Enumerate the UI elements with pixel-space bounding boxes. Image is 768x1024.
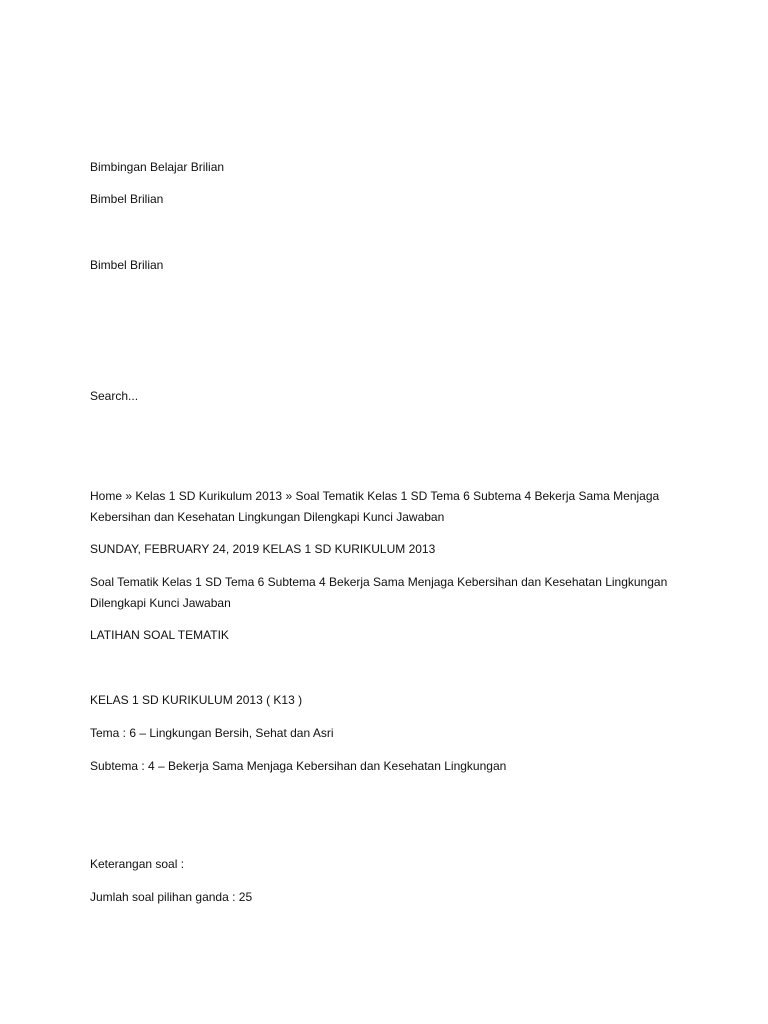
post-tema <box>90 723 690 744</box>
post-jumlah-soal <box>90 887 690 908</box>
post-keterangan-text: Keterangan soal : <box>90 857 185 871</box>
breadcrumb-home-link[interactable]: Home <box>90 489 123 503</box>
post-subtema-text: Subtema : 4 – Bekerja Sama Menjaga Kebersihan dan Kesehatan Lingkungan <box>90 759 507 773</box>
post-title <box>90 572 690 614</box>
breadcrumb-separator: » <box>122 489 136 503</box>
breadcrumb-separator: » <box>282 489 296 503</box>
breadcrumb <box>90 486 690 528</box>
breadcrumb-category-link[interactable]: Kelas 1 SD Kurikulum 2013 <box>135 489 283 503</box>
site-title[interactable] <box>90 157 690 178</box>
site-name-link[interactable]: Bimbel Brilian <box>90 192 164 206</box>
post-tema-text: Tema : 6 – Lingkungan Bersih, Sehat dan Asri <box>90 726 334 740</box>
post-date-category <box>90 539 690 560</box>
post-title-text: Soal Tematik Kelas 1 SD Tema 6 Subtema 4 Bekerja Sama Menjaga Kebersihan dan Kesehatan Lingkungan Dilengkapi Kunci Jawaban <box>90 575 668 610</box>
post-jumlah-soal-text: Jumlah soal pilihan ganda : 25 <box>90 890 253 904</box>
search-input[interactable] <box>90 386 690 407</box>
site-name-secondary-link[interactable]: Bimbel Brilian <box>90 258 164 272</box>
site-title-link[interactable]: Bimbingan Belajar Brilian <box>90 160 225 174</box>
post-heading <box>90 625 690 646</box>
post-date-category-text: SUNDAY, FEBRUARY 24, 2019 KELAS 1 SD KURIKULUM 2013 <box>90 542 436 556</box>
site-name[interactable] <box>90 189 690 210</box>
post-keterangan <box>90 854 690 875</box>
breadcrumb-current: Soal Tematik Kelas 1 SD Tema 6 Subtema 4 Bekerja Sama Menjaga Kebersihan dan Kesehatan Lingkungan Dilengkapi Kunci Jawaban <box>90 489 660 524</box>
search-placeholder[interactable]: Search... <box>90 389 139 403</box>
post-heading-text: LATIHAN SOAL TEMATIK <box>90 628 229 642</box>
post-subtema <box>90 756 690 777</box>
site-name-secondary[interactable] <box>90 255 690 276</box>
post-class-line <box>90 690 690 711</box>
post-class-line-text: KELAS 1 SD KURIKULUM 2013 ( K13 ) <box>90 693 303 707</box>
